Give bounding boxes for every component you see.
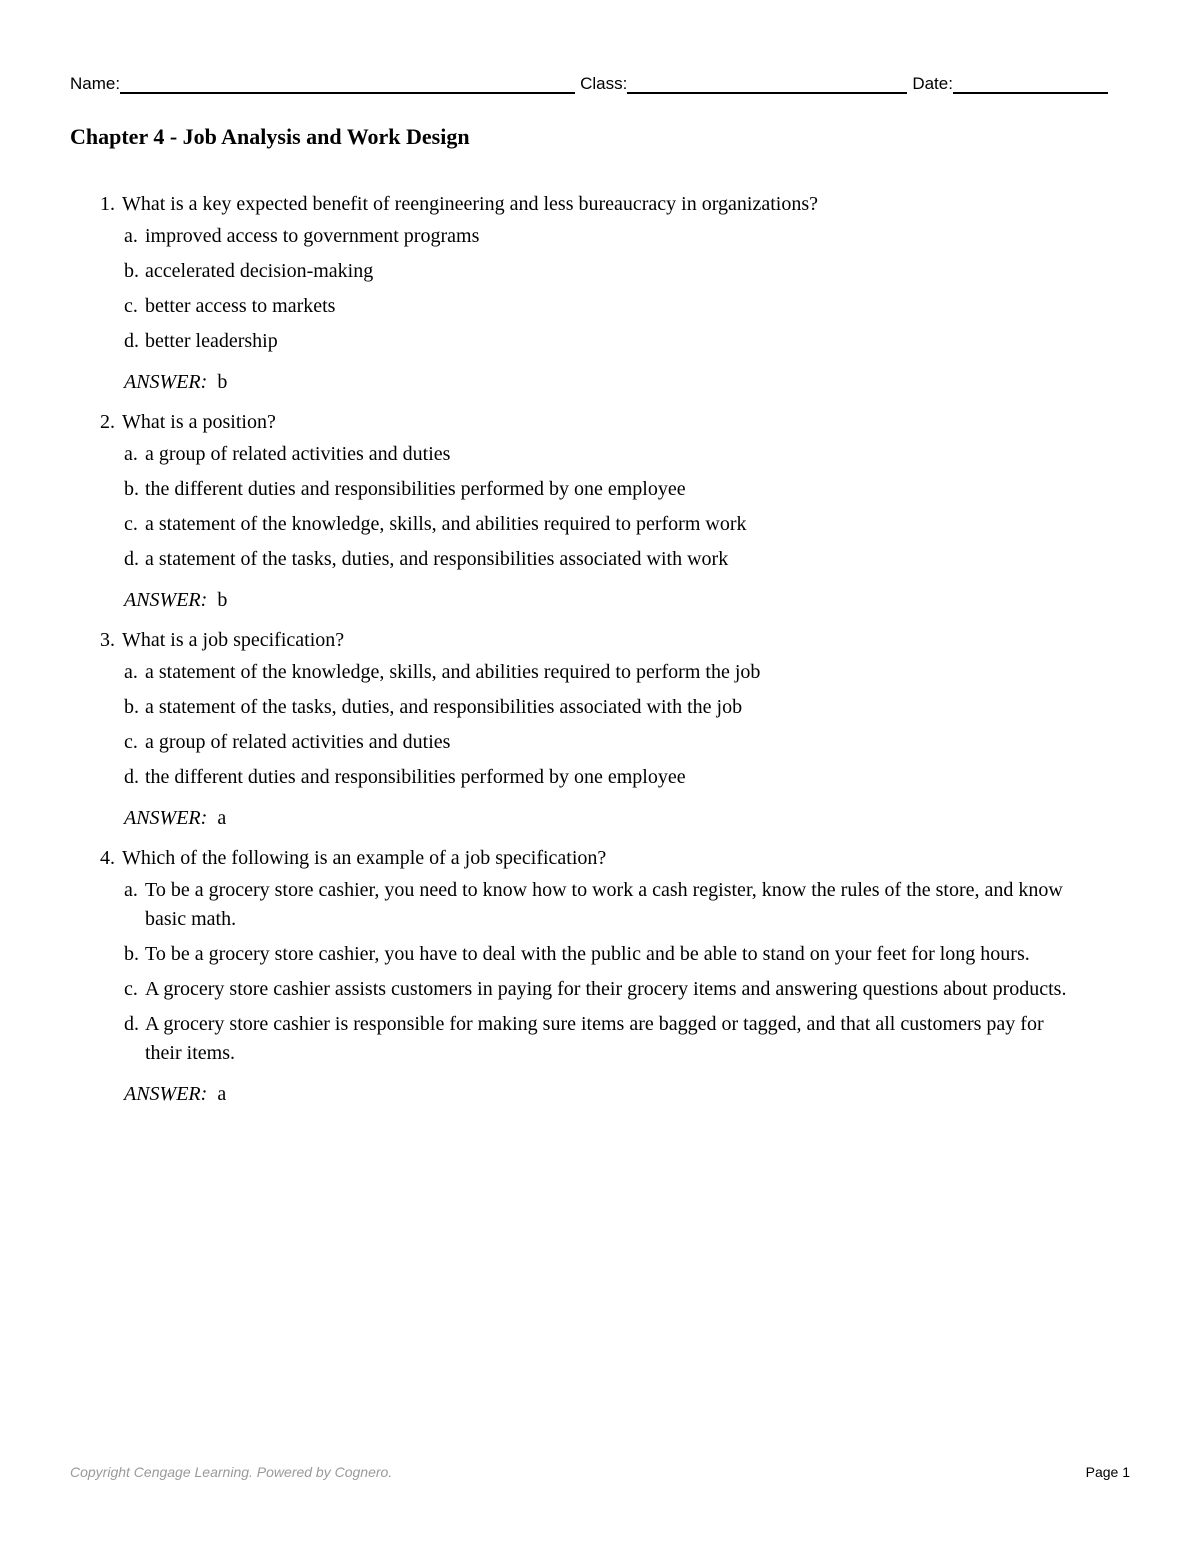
question-list [0,190,1200,1120]
option-b [124,475,1084,504]
option-d [124,763,1084,792]
option-letter: d. [124,330,139,352]
question-number: 3. [100,629,115,651]
copyright-text: Copyright Cengage Learning. Powered by Cognero. [70,1464,393,1480]
question-3 [100,626,1200,832]
question-number: 2. [100,411,115,433]
question-1 [100,190,1200,396]
option-letter: c. [124,978,138,1000]
option-text: A grocery store cashier assists customers in paying for their grocery items and answering questions about products. [145,978,1067,1000]
question-text: What is a key expected benefit of reengineering and less bureaucracy in organizations? [122,193,818,215]
option-letter: d. [124,766,139,788]
option-letter: a. [124,443,138,465]
name-field[interactable] [120,72,575,94]
option-a [124,222,1084,251]
option-text: accelerated decision-making [145,260,374,282]
option-letter: a. [124,661,138,683]
answer-value: a [217,807,227,829]
class-label: Class: [580,74,628,93]
answer-value: b [217,371,228,393]
answer-line [124,804,1200,832]
option-letter: b. [124,260,139,282]
option-letter: b. [124,696,139,718]
option-text: a group of related activities and duties [145,731,451,753]
chapter-title: Chapter 4 - Job Analysis and Work Design [70,124,470,149]
option-letter: c. [124,731,138,753]
option-letter: b. [124,943,139,965]
option-text: a group of related activities and duties [145,443,451,465]
class-field[interactable] [627,72,907,94]
option-letter: b. [124,478,139,500]
answer-label: ANSWER: [124,371,208,393]
question-text: Which of the following is an example of a job specification? [122,847,607,869]
option-letter: d. [124,548,139,570]
option-a [124,876,1084,934]
option-text: To be a grocery store cashier, you need to know how to work a cash register, know the rules of the store, and know basic math. [145,879,1063,930]
question-number: 1. [100,193,115,215]
option-c [124,292,1084,321]
question-2 [100,408,1200,614]
option-letter: c. [124,513,138,535]
student-info-header [70,72,1130,94]
option-letter: a. [124,225,138,247]
option-c [124,510,1084,539]
option-list [124,658,1200,792]
question-number: 4. [100,847,115,869]
date-label: Date: [912,74,953,93]
option-list [124,440,1200,574]
answer-value: b [217,589,228,611]
option-text: the different duties and responsibilities performed by one employee [145,766,686,788]
option-d [124,1010,1084,1068]
option-a [124,440,1084,469]
option-text: a statement of the tasks, duties, and responsibilities associated with work [145,548,729,570]
option-text: To be a grocery store cashier, you have to deal with the public and be able to stand on your feet for long hours. [145,943,1030,965]
option-text: improved access to government programs [145,225,480,247]
answer-label: ANSWER: [124,1083,208,1105]
answer-value: a [217,1083,227,1105]
option-d [124,327,1084,356]
page-number: Page 1 [1085,1464,1130,1480]
option-b [124,940,1084,969]
option-d [124,545,1084,574]
option-letter: c. [124,295,138,317]
question-text: What is a position? [122,411,276,433]
answer-label: ANSWER: [124,589,208,611]
question-4 [100,844,1200,1108]
answer-line [124,1080,1200,1108]
option-text: A grocery store cashier is responsible for making sure items are bagged or tagged, and that all customers pay for their items. [145,1013,1044,1064]
option-letter: d. [124,1013,139,1035]
option-a [124,658,1084,687]
option-c [124,975,1084,1004]
option-text: the different duties and responsibilities performed by one employee [145,478,686,500]
option-text: a statement of the tasks, duties, and responsibilities associated with the job [145,696,743,718]
option-text: better access to markets [145,295,336,317]
option-letter: a. [124,879,138,901]
option-text: better leadership [145,330,278,352]
date-field[interactable] [953,72,1108,94]
page-footer [70,1464,1130,1480]
option-list [124,222,1200,356]
option-b [124,693,1084,722]
option-text: a statement of the knowledge, skills, and abilities required to perform the job [145,661,761,683]
name-label: Name: [70,74,121,93]
answer-label: ANSWER: [124,807,208,829]
option-text: a statement of the knowledge, skills, and abilities required to perform work [145,513,747,535]
option-b [124,257,1084,286]
answer-line [124,586,1200,614]
option-c [124,728,1084,757]
answer-line [124,368,1200,396]
question-text: What is a job specification? [122,629,345,651]
option-list [124,876,1200,1068]
